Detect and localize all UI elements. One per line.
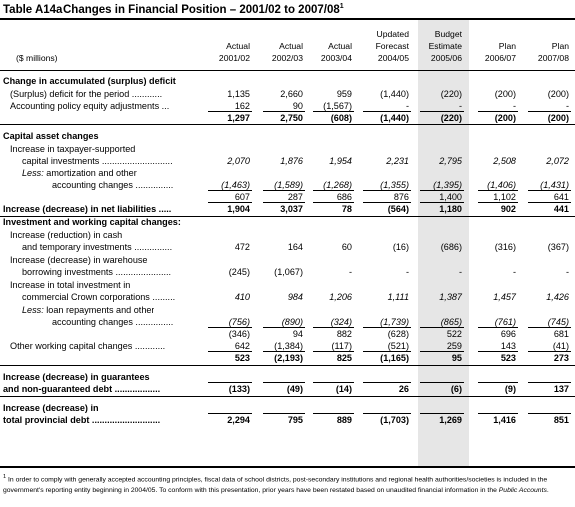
total-rule <box>313 413 354 414</box>
cell-value: 1,297 <box>227 113 250 123</box>
total-rule <box>313 382 354 383</box>
footnote <box>3 472 573 496</box>
table-title <box>3 3 344 16</box>
cell-value: - <box>512 101 516 111</box>
column-header-l2: Actual <box>226 41 250 51</box>
sum-rule <box>420 327 464 328</box>
row-label: accounting changes ............... <box>52 317 174 327</box>
row-label: borrowing investments ...................... <box>22 267 172 277</box>
cell-value: (200) <box>494 113 516 123</box>
total-rule <box>478 413 518 414</box>
cell-value: - <box>405 101 409 111</box>
sum-rule <box>208 351 252 352</box>
total-rule <box>528 202 571 203</box>
row-label <box>22 167 137 179</box>
cell-value: 2,750 <box>280 113 303 123</box>
cell-value: 410 <box>234 292 250 302</box>
column-header-l3: 2004/05 <box>377 53 409 63</box>
table-title-text: Changes in Financial Position – 2001/02 to 2007/08 <box>63 3 340 16</box>
cell-value: 1,102 <box>493 192 516 202</box>
cell-value: 902 <box>500 204 516 214</box>
table-row <box>0 291 575 303</box>
cell-value: (9) <box>504 384 516 394</box>
cell-value: (200) <box>547 113 569 123</box>
footnote-italic: Public Accounts <box>498 486 547 494</box>
cell-value: 1,269 <box>439 415 462 425</box>
sum-rule <box>313 190 354 191</box>
table-row <box>0 254 575 266</box>
cell-value: 1,426 <box>546 292 569 302</box>
cell-value: 78 <box>341 204 352 214</box>
cell-value: 882 <box>336 329 352 339</box>
cell-value: (16) <box>392 242 409 252</box>
sum-rule <box>420 351 464 352</box>
total-rule <box>528 413 571 414</box>
cell-value: (133) <box>228 384 250 394</box>
cell-value: 162 <box>234 101 250 111</box>
column-header-l2: Plan <box>551 41 569 51</box>
cell-value: (14) <box>335 384 352 394</box>
cell-value: - <box>458 101 462 111</box>
cell-value: 1,180 <box>439 204 462 214</box>
cell-value: 795 <box>287 415 303 425</box>
cell-value: 259 <box>446 341 462 351</box>
table-row <box>0 414 575 426</box>
table-row <box>0 112 575 124</box>
table-row <box>0 143 575 155</box>
row-label: total provincial debt ........................... <box>3 415 161 425</box>
row-label: commercial Crown corporations ......... <box>22 292 176 302</box>
cell-value: (1,406) <box>487 180 516 190</box>
cell-value: 523 <box>234 353 250 363</box>
column-header-l3: 2001/02 <box>218 53 250 63</box>
sum-rule <box>420 190 464 191</box>
cell-value: 1,206 <box>329 292 352 302</box>
cell-value: 523 <box>500 353 516 363</box>
cell-value: - <box>348 267 352 277</box>
cell-value: (890) <box>281 317 303 327</box>
cell-value: 3,037 <box>280 204 303 214</box>
table-row <box>0 216 575 228</box>
cell-value: 2,660 <box>280 89 303 99</box>
cell-value: (564) <box>387 204 409 214</box>
sum-rule <box>313 111 354 112</box>
cell-value: 2,072 <box>546 156 569 166</box>
total-rule <box>208 413 252 414</box>
row-label: Increase (decrease) in net liabilities ..... <box>3 204 172 214</box>
column-header-l2: Plan <box>498 41 516 51</box>
sum-rule <box>478 190 518 191</box>
header-rule <box>0 70 575 71</box>
column-header-l3: 2005/06 <box>430 53 462 63</box>
sum-rule <box>263 327 305 328</box>
cell-value: (1,739) <box>380 317 409 327</box>
cell-value: (628) <box>387 329 409 339</box>
total-rule <box>363 202 411 203</box>
cell-value: 2,294 <box>227 415 250 425</box>
cell-value: (521) <box>387 341 409 351</box>
cell-value: (761) <box>494 317 516 327</box>
cell-value: 1,457 <box>493 292 516 302</box>
cell-value: 287 <box>287 192 303 202</box>
sum-rule <box>208 111 252 112</box>
total-rule <box>478 382 518 383</box>
cell-value: 2,795 <box>439 156 462 166</box>
table-row <box>0 229 575 241</box>
section-rule <box>0 216 575 217</box>
cell-value: 1,111 <box>387 292 409 302</box>
cell-value: (1,067) <box>274 267 303 277</box>
column-header-l3: 2006/07 <box>484 53 516 63</box>
row-label: capital investments ............................ <box>22 156 173 166</box>
section-rule <box>0 396 575 397</box>
cell-value: - <box>565 267 569 277</box>
row-label: accounting changes ............... <box>52 180 174 190</box>
sum-rule <box>263 351 305 352</box>
footnote-text: In order to comply with generally accepted accounting principles, fiscal data of school districts, post-secondary institutions and regional health authorities/societies is included in the government's reporting entity beginning in 2004/05. To conform with this presentation, prior years have been restated based on unaudited financial information in the <box>3 476 548 494</box>
row-label <box>22 304 154 316</box>
cell-value: 1,387 <box>439 292 462 302</box>
top-rule <box>0 18 575 20</box>
cell-value: 26 <box>398 384 409 394</box>
total-rule <box>420 413 464 414</box>
total-rule <box>478 202 518 203</box>
sum-rule <box>528 190 571 191</box>
column-header-l2: Forecast <box>375 41 409 51</box>
sum-rule <box>478 111 518 112</box>
cell-value: (316) <box>494 242 516 252</box>
table-row <box>0 167 575 179</box>
row-label: Other working capital changes ............ <box>10 341 166 351</box>
cell-value: (324) <box>330 317 352 327</box>
sum-rule <box>478 351 518 352</box>
table-row <box>0 203 575 215</box>
cell-value: 1,416 <box>493 415 516 425</box>
table-row <box>0 352 575 364</box>
table-row <box>0 155 575 167</box>
cell-value: 164 <box>287 242 303 252</box>
sum-rule <box>363 351 411 352</box>
cell-value: (865) <box>440 317 462 327</box>
footnote-end: . <box>546 486 549 494</box>
row-label: Change in accumulated (surplus) deficit <box>3 76 176 86</box>
row-label: Capital asset changes <box>3 131 99 141</box>
table-row <box>0 328 575 340</box>
sum-rule <box>528 111 571 112</box>
sum-rule <box>363 111 411 112</box>
cell-value: (1,440) <box>380 89 409 99</box>
table-row <box>0 88 575 100</box>
cell-value: (1,567) <box>323 101 352 111</box>
cell-value: (1,463) <box>221 180 250 190</box>
total-rule <box>420 382 464 383</box>
row-label: Investment and working capital changes: <box>3 217 181 227</box>
cell-value: (49) <box>286 384 303 394</box>
row-label: Increase (decrease) in <box>3 403 99 413</box>
cell-value: (1,431) <box>540 180 569 190</box>
cell-value: (200) <box>494 89 516 99</box>
sum-rule <box>313 351 354 352</box>
less-prefix: Less: <box>22 305 44 315</box>
cell-value: 641 <box>553 192 569 202</box>
cell-value: 1,135 <box>227 89 250 99</box>
column-header-l1: Budget <box>434 29 462 39</box>
cell-value: (346) <box>228 329 250 339</box>
cell-value: 143 <box>500 341 516 351</box>
cell-value: 825 <box>336 353 352 363</box>
cell-value: (1,355) <box>380 180 409 190</box>
row-label: Increase (decrease) in warehouse <box>10 255 148 265</box>
cell-value: (1,268) <box>323 180 352 190</box>
cell-value: 984 <box>287 292 303 302</box>
title-footnote-mark: 1 <box>339 3 344 10</box>
section-rule <box>0 365 575 366</box>
row-label: Increase (reduction) in cash <box>10 230 123 240</box>
cell-value: - <box>458 267 462 277</box>
cell-value: 889 <box>336 415 352 425</box>
row-label: (Surplus) deficit for the period ............ <box>10 89 163 99</box>
total-rule <box>363 382 411 383</box>
cell-value: (2,193) <box>274 353 303 363</box>
total-rule <box>263 413 305 414</box>
row-label: and temporary investments ............... <box>22 242 173 252</box>
sum-rule <box>208 190 252 191</box>
cell-value: 60 <box>341 242 352 252</box>
sum-rule <box>528 327 571 328</box>
cell-value: (41) <box>552 341 569 351</box>
cell-value: (608) <box>330 113 352 123</box>
cell-value: (745) <box>547 317 569 327</box>
cell-value: (117) <box>331 341 352 351</box>
row-label: and non-guaranteed debt .................. <box>3 384 161 394</box>
table-row <box>0 383 575 395</box>
column-header-l3: 2003/04 <box>320 53 352 63</box>
sum-rule <box>313 327 354 328</box>
cell-value: (756) <box>228 317 250 327</box>
cell-value: 642 <box>234 341 250 351</box>
cell-value: 95 <box>451 353 462 363</box>
total-rule <box>208 382 252 383</box>
table-row <box>0 266 575 278</box>
cell-value: (6) <box>450 384 462 394</box>
cell-value: (200) <box>547 89 569 99</box>
cell-value: 472 <box>234 242 250 252</box>
cell-value: (245) <box>228 267 250 277</box>
table-row <box>0 75 575 87</box>
total-rule <box>263 202 305 203</box>
column-header-l2: Estimate <box>428 41 462 51</box>
table-number: Table A14a <box>3 3 63 16</box>
column-header-l1: Updated <box>376 29 409 39</box>
column-header-l3: 2007/08 <box>537 53 569 63</box>
cell-value: - <box>512 267 516 277</box>
cell-value: 607 <box>234 192 250 202</box>
less-prefix: Less: <box>22 168 44 178</box>
cell-value: (1,440) <box>380 113 409 123</box>
row-label: Increase (decrease) in guarantees <box>3 372 150 382</box>
total-rule <box>208 202 252 203</box>
cell-value: (220) <box>440 89 462 99</box>
cell-value: - <box>405 267 409 277</box>
cell-value: (686) <box>440 242 462 252</box>
sum-rule <box>363 190 411 191</box>
cell-value: 2,508 <box>493 156 516 166</box>
row-label: Increase in taxpayer-supported <box>10 144 136 154</box>
bottom-rule <box>0 466 575 468</box>
total-rule <box>420 202 464 203</box>
column-header-l3: 2002/03 <box>271 53 303 63</box>
total-rule <box>528 382 571 383</box>
cell-value: 1,876 <box>280 156 303 166</box>
table-row <box>0 130 575 142</box>
cell-value: (1,589) <box>274 180 303 190</box>
cell-value: 1,904 <box>227 204 250 214</box>
section-rule <box>0 124 575 125</box>
total-rule <box>263 382 305 383</box>
cell-value: 273 <box>553 353 569 363</box>
table-row <box>0 279 575 291</box>
less-text: amortization and other <box>43 168 137 178</box>
cell-value: 1,400 <box>439 192 462 202</box>
cell-value: 696 <box>500 329 516 339</box>
less-text: loan repayments and other <box>43 305 155 315</box>
cell-value: - <box>565 101 569 111</box>
sum-rule <box>478 327 518 328</box>
total-rule <box>363 413 411 414</box>
row-label: Accounting policy equity adjustments ... <box>10 101 170 111</box>
cell-value: 90 <box>292 101 303 111</box>
cell-value: 851 <box>553 415 569 425</box>
sum-rule <box>208 327 252 328</box>
cell-value: 686 <box>336 192 352 202</box>
cell-value: 681 <box>553 329 569 339</box>
table-row <box>0 304 575 316</box>
sum-rule <box>420 111 464 112</box>
column-header-l2: Actual <box>279 41 303 51</box>
cell-value: 1,954 <box>329 156 352 166</box>
cell-value: (1,165) <box>380 353 409 363</box>
cell-value: (1,703) <box>380 415 409 425</box>
units-label: ($ millions) <box>16 53 58 63</box>
cell-value: (1,395) <box>433 180 462 190</box>
cell-value: 522 <box>446 329 462 339</box>
cell-value: 2,231 <box>386 156 409 166</box>
cell-value: (220) <box>440 113 462 123</box>
cell-value: 2,070 <box>227 156 250 166</box>
cell-value: 94 <box>292 329 303 339</box>
sum-rule <box>263 190 305 191</box>
sum-rule <box>263 111 305 112</box>
sum-rule <box>528 351 571 352</box>
table-row <box>0 241 575 253</box>
footnote-mark: 1 <box>3 474 7 480</box>
cell-value: 441 <box>553 204 569 214</box>
column-header-l2: Actual <box>328 41 352 51</box>
cell-value: (1,384) <box>274 341 303 351</box>
cell-value: (367) <box>547 242 569 252</box>
cell-value: 876 <box>393 192 409 202</box>
row-label: Increase in total investment in <box>10 280 131 290</box>
sum-rule <box>363 327 411 328</box>
cell-value: 959 <box>336 89 352 99</box>
cell-value: 137 <box>553 384 569 394</box>
total-rule <box>313 202 354 203</box>
